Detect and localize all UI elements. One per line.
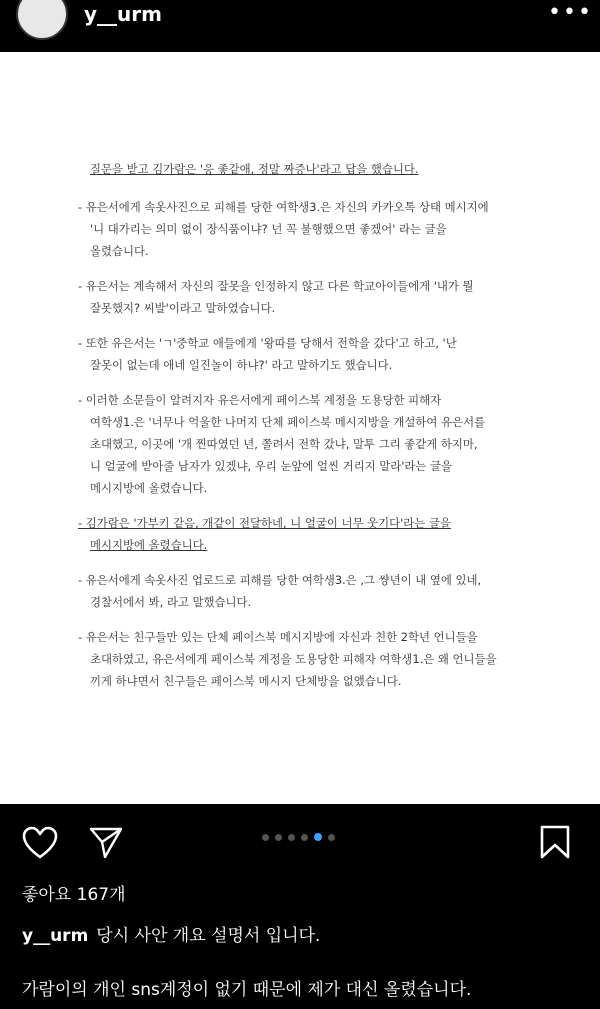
carousel-dot-active <box>314 833 322 841</box>
caption <box>22 921 320 946</box>
caption-username[interactable]: y__urm <box>22 926 89 946</box>
doc-line: 올렸습니다. <box>90 244 149 258</box>
doc-line: 잘못했지? 씨발'이라고 말하였습니다. <box>90 301 276 315</box>
doc-line: - 유은서에게 속옷사진으로 피해를 당한 여학생3.은 자신의 카카오톡 상태 메시지에 <box>78 200 489 214</box>
doc-line: 여학생1.은 '너무나 억울한 나머지 단체 페이스북 메시지방을 개설하여 유은서를 <box>90 415 486 429</box>
doc-line: 경찰서에서 봐, 라고 말했습니다. <box>90 595 252 609</box>
doc-line: '니 대가리는 의미 없이 장식품이냐? 넌 꼭 불행했으면 좋겠어' 라는 글을 <box>90 222 447 236</box>
doc-line: - 유은서는 친구들만 있는 단체 페이스북 메시지방에 자신과 친한 2학년 언니들을 <box>78 630 478 644</box>
carousel-dot <box>301 834 308 841</box>
doc-line: - 또한 유은서는 'ㄱ'중학교 애들에게 '왕따를 당해서 전학을 갔다'고 하고, '난 <box>78 336 457 350</box>
paper-plane-icon[interactable] <box>88 826 124 860</box>
heart-icon[interactable] <box>22 826 58 860</box>
carousel-dot <box>288 834 295 841</box>
likes-count[interactable]: 좋아요 167개 <box>22 885 126 905</box>
post-header <box>0 0 600 52</box>
caption-line-2: 가람이의 개인 sns계정이 없기 때문에 제가 대신 올렸습니다. <box>22 980 472 1000</box>
doc-line: - 유은서에게 속옷사진 업로드로 피해를 당한 여학생3.은 ,그 썅년이 내 옆에 있네, <box>78 573 482 587</box>
carousel-dot <box>262 834 269 841</box>
document-image <box>0 52 600 804</box>
doc-line: - 김가람은 '가부키 같음, 개같이 전달하네, 니 얼굴이 너무 웃기다'라는 글을 <box>78 516 451 530</box>
more-options-icon[interactable]: ••• <box>548 0 593 25</box>
doc-line: - 유은서는 계속해서 자신의 잘못을 인정하지 않고 다른 학교아이들에게 '내가 뭘 <box>78 279 474 293</box>
carousel-dot <box>328 834 335 841</box>
doc-line: 초대했고, 이곳에 '개 찐따였던 년, 쫄려서 전학 갔냐, 말투 그리 좋같게 하지마, <box>90 437 478 451</box>
doc-line: 초대하였고, 유은서에게 페이스북 계정을 도용당한 피해자 여학생1.은 왜 언니들을 <box>90 652 497 666</box>
carousel-dot <box>275 834 282 841</box>
post-username[interactable]: y__urm <box>84 2 162 26</box>
doc-line: - 이러한 소문들이 알려지자 유은서에게 페이스북 계정을 도용당한 피해자 <box>78 393 442 407</box>
avatar[interactable] <box>16 0 68 40</box>
doc-line: 잘못이 없는데 애네 일진놀이 하냐?' 라고 말하기도 했습니다. <box>90 358 393 372</box>
doc-line: 메시지방에 올렸습니다. <box>90 538 208 552</box>
doc-line: 끼게 하냐면서 친구들은 페이스북 메시지 단체방을 없앴습니다. <box>90 674 402 688</box>
doc-line: 니 얼굴에 받아줄 남자가 있겠냐, 우리 눈앞에 얼씬 거리지 말라'라는 글을 <box>90 459 453 473</box>
bookmark-icon[interactable] <box>538 824 572 860</box>
doc-line: 질문을 받고 김가람은 '응 좋같애, 정말 짜증나'라고 답을 했습니다. <box>90 162 419 176</box>
caption-text: 당시 사안 개요 설명서 입니다. <box>96 926 321 946</box>
doc-line: 메시지방에 올렸습니다. <box>90 481 208 495</box>
